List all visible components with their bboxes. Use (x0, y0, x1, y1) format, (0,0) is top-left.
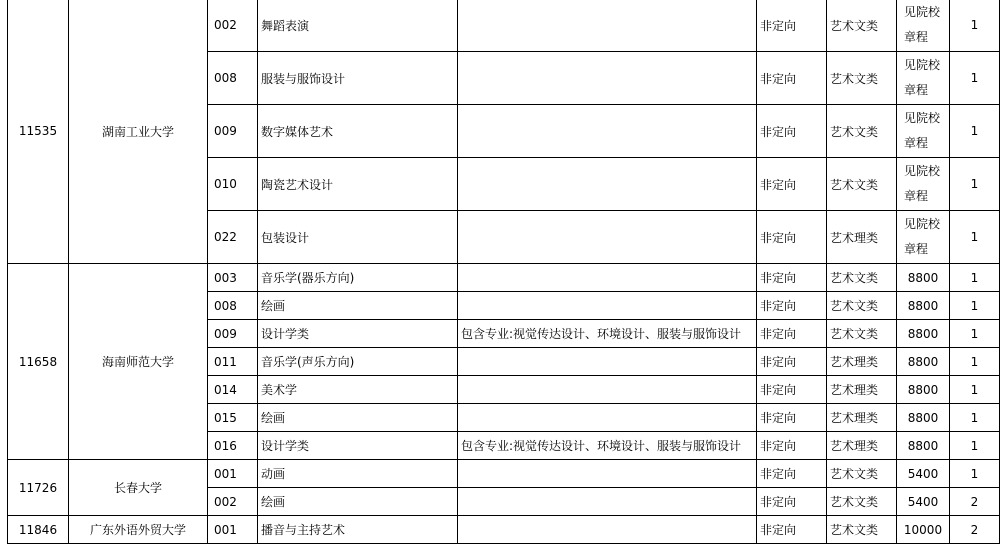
major-code-cell: 011 (208, 348, 258, 376)
fee-cell: 见院校 章程 (897, 0, 950, 52)
direction-cell: 非定向 (757, 0, 827, 52)
fee-cell: 8800 (897, 348, 950, 376)
fee-cell: 8800 (897, 292, 950, 320)
direction-cell: 非定向 (757, 404, 827, 432)
direction-cell: 非定向 (757, 292, 827, 320)
major-code-cell: 009 (208, 320, 258, 348)
direction-cell: 非定向 (757, 158, 827, 211)
remark-cell (458, 264, 757, 292)
direction-cell: 非定向 (757, 376, 827, 404)
category-cell: 艺术理类 (827, 404, 897, 432)
direction-cell: 非定向 (757, 211, 827, 264)
remark-cell (458, 52, 757, 105)
category-cell: 艺术文类 (827, 320, 897, 348)
major-code-cell: 008 (208, 52, 258, 105)
category-cell: 艺术文类 (827, 488, 897, 516)
fee-cell: 10000 (897, 516, 950, 544)
direction-cell: 非定向 (757, 320, 827, 348)
major-name-cell: 动画 (258, 460, 458, 488)
enrollment-table (7, 0, 1000, 544)
count-cell: 1 (950, 158, 1000, 211)
remark-cell (458, 292, 757, 320)
school-code-cell: 11535 (8, 0, 69, 264)
count-cell: 1 (950, 52, 1000, 105)
direction-cell: 非定向 (757, 105, 827, 158)
major-name-cell: 设计学类 (258, 432, 458, 460)
table-row (8, 460, 1000, 488)
major-code-cell: 001 (208, 460, 258, 488)
category-cell: 艺术理类 (827, 376, 897, 404)
major-code-cell: 001 (208, 516, 258, 544)
major-name-cell: 美术学 (258, 376, 458, 404)
major-code-cell: 022 (208, 211, 258, 264)
direction-cell: 非定向 (757, 264, 827, 292)
school-name-cell: 长春大学 (69, 460, 208, 516)
remark-cell: 包含专业:视觉传达设计、环境设计、服装与服饰设计 (458, 320, 757, 348)
major-name-cell: 播音与主持艺术 (258, 516, 458, 544)
school-code-cell: 11658 (8, 264, 69, 460)
school-name-cell: 广东外语外贸大学 (69, 516, 208, 544)
remark-cell (458, 488, 757, 516)
category-cell: 艺术文类 (827, 52, 897, 105)
category-cell: 艺术文类 (827, 0, 897, 52)
major-name-cell: 数字媒体艺术 (258, 105, 458, 158)
major-code-cell: 015 (208, 404, 258, 432)
remark-cell (458, 211, 757, 264)
major-code-cell: 014 (208, 376, 258, 404)
count-cell: 2 (950, 516, 1000, 544)
category-cell: 艺术文类 (827, 292, 897, 320)
fee-cell: 见院校 章程 (897, 52, 950, 105)
school-code-cell: 11726 (8, 460, 69, 516)
direction-cell: 非定向 (757, 516, 827, 544)
fee-cell: 8800 (897, 264, 950, 292)
table-row (8, 0, 1000, 52)
remark-cell (458, 0, 757, 52)
major-code-cell: 009 (208, 105, 258, 158)
major-name-cell: 音乐学(声乐方向) (258, 348, 458, 376)
category-cell: 艺术理类 (827, 211, 897, 264)
remark-cell (458, 158, 757, 211)
fee-cell: 8800 (897, 404, 950, 432)
category-cell: 艺术理类 (827, 348, 897, 376)
school-code-cell: 11846 (8, 516, 69, 544)
remark-cell (458, 460, 757, 488)
remark-cell: 包含专业:视觉传达设计、环境设计、服装与服饰设计 (458, 432, 757, 460)
count-cell: 1 (950, 376, 1000, 404)
count-cell: 1 (950, 292, 1000, 320)
direction-cell: 非定向 (757, 432, 827, 460)
category-cell: 艺术理类 (827, 432, 897, 460)
major-code-cell: 002 (208, 0, 258, 52)
major-code-cell: 010 (208, 158, 258, 211)
remark-cell (458, 404, 757, 432)
major-code-cell: 016 (208, 432, 258, 460)
major-name-cell: 绘画 (258, 488, 458, 516)
major-code-cell: 002 (208, 488, 258, 516)
major-name-cell: 设计学类 (258, 320, 458, 348)
count-cell: 1 (950, 432, 1000, 460)
major-name-cell: 绘画 (258, 292, 458, 320)
category-cell: 艺术文类 (827, 460, 897, 488)
major-name-cell: 服装与服饰设计 (258, 52, 458, 105)
fee-cell: 5400 (897, 488, 950, 516)
category-cell: 艺术文类 (827, 158, 897, 211)
major-name-cell: 舞蹈表演 (258, 0, 458, 52)
count-cell: 1 (950, 404, 1000, 432)
count-cell: 1 (950, 0, 1000, 52)
count-cell: 1 (950, 264, 1000, 292)
school-name-cell: 湖南工业大学 (69, 0, 208, 264)
count-cell: 1 (950, 211, 1000, 264)
fee-cell: 8800 (897, 320, 950, 348)
category-cell: 艺术文类 (827, 105, 897, 158)
category-cell: 艺术文类 (827, 516, 897, 544)
direction-cell: 非定向 (757, 488, 827, 516)
major-code-cell: 003 (208, 264, 258, 292)
fee-cell: 见院校 章程 (897, 211, 950, 264)
count-cell: 1 (950, 460, 1000, 488)
count-cell: 1 (950, 320, 1000, 348)
table-row (8, 516, 1000, 544)
table-row (8, 264, 1000, 292)
remark-cell (458, 376, 757, 404)
fee-cell: 见院校 章程 (897, 105, 950, 158)
major-name-cell: 陶瓷艺术设计 (258, 158, 458, 211)
direction-cell: 非定向 (757, 460, 827, 488)
count-cell: 1 (950, 105, 1000, 158)
major-code-cell: 008 (208, 292, 258, 320)
direction-cell: 非定向 (757, 348, 827, 376)
major-name-cell: 包装设计 (258, 211, 458, 264)
remark-cell (458, 516, 757, 544)
fee-cell: 8800 (897, 376, 950, 404)
count-cell: 2 (950, 488, 1000, 516)
remark-cell (458, 105, 757, 158)
remark-cell (458, 348, 757, 376)
major-name-cell: 绘画 (258, 404, 458, 432)
category-cell: 艺术文类 (827, 264, 897, 292)
major-name-cell: 音乐学(器乐方向) (258, 264, 458, 292)
fee-cell: 8800 (897, 432, 950, 460)
school-name-cell: 海南师范大学 (69, 264, 208, 460)
direction-cell: 非定向 (757, 52, 827, 105)
fee-cell: 见院校 章程 (897, 158, 950, 211)
fee-cell: 5400 (897, 460, 950, 488)
count-cell: 1 (950, 348, 1000, 376)
